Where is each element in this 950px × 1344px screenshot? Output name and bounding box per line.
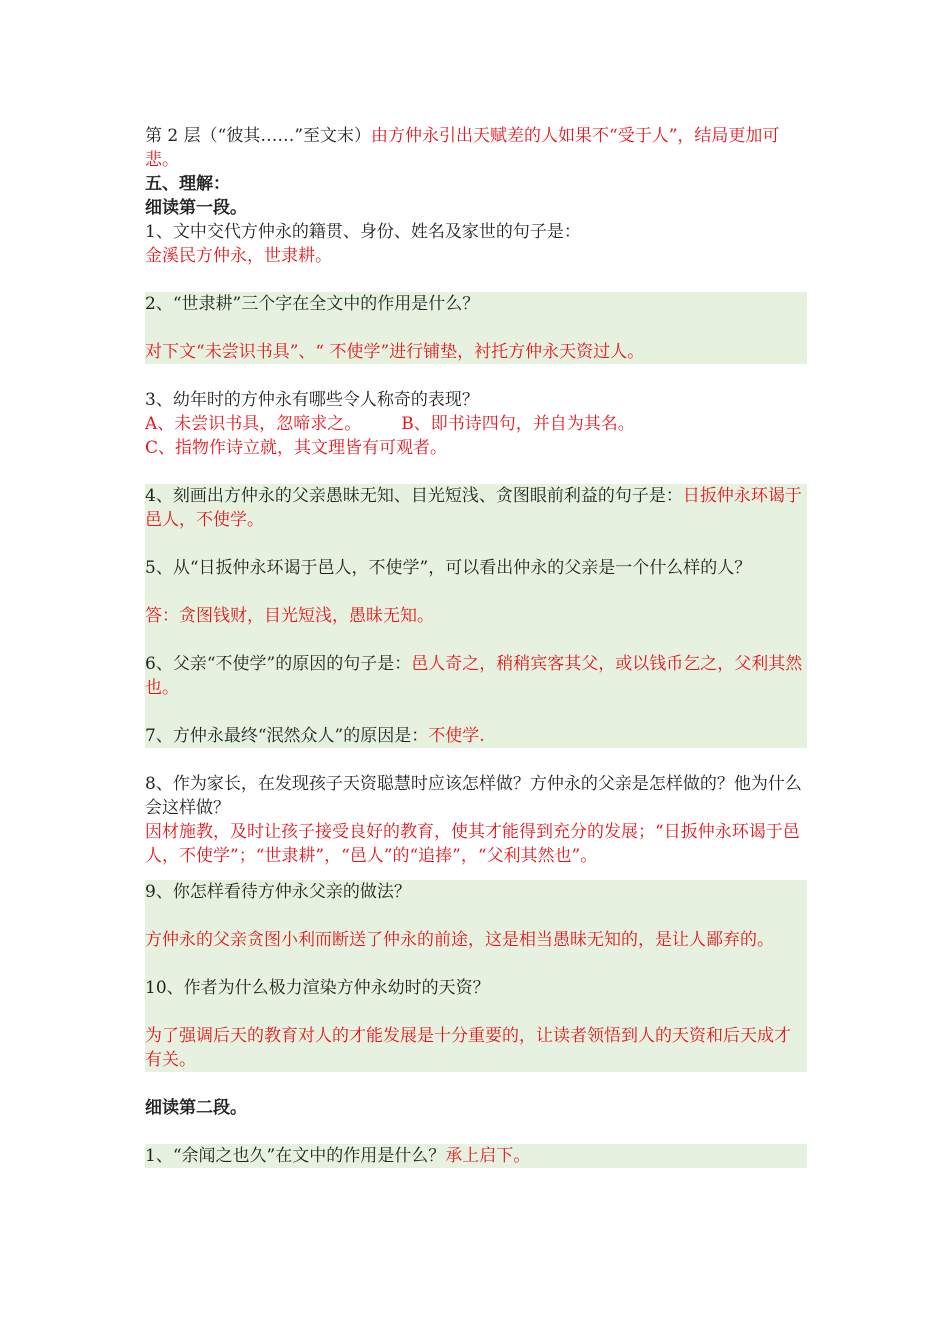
question-8: 8、作为家长，在发现孩子天资聪慧时应该怎样做？方仲永的父亲是怎样做的？他为什么会这样做？ [145, 774, 802, 818]
answer-7: 不使学. [428, 726, 485, 746]
answer-3-a: A、未尝识书具，忽啼求之。 [145, 414, 362, 434]
question-6-text: 6、父亲“不使学”的原因的句子是： [145, 654, 412, 674]
answer-1: 金溪民方仲永，世隶耕。 [145, 246, 332, 266]
answer-6: 邑人奇之，稍稍宾客其父，或以钱币乞之，父利其然也。 [145, 654, 803, 698]
document-page [145, 124, 807, 1168]
answer-3-b: B、即书诗四句，并自为其名。 [401, 414, 635, 434]
layer-2-text: 由方仲永引出天赋差的人如果不“受于人”，结局更加可悲。 [145, 126, 780, 170]
answer-9: 方仲永的父亲贪图小利而断送了仲永的前途，这是相当愚昧无知的，是让人鄙弃的。 [145, 930, 774, 950]
answer-3-ab [145, 412, 807, 436]
question-2: 2、“世隶耕”三个字在全文中的作用是什么？ [145, 294, 480, 314]
question-10: 10、作者为什么极力渲染方仲永幼时的天资？ [145, 978, 490, 998]
question-7 [145, 724, 807, 748]
section-heading-understanding: 五、理解： [145, 174, 230, 194]
question-9: 9、你怎样看待方仲永父亲的做法？ [145, 882, 411, 902]
paragraph-2-question-1 [145, 1144, 807, 1168]
question-4-text: 4、刻画出方仲永的父亲愚昧无知、目光短浅、贪图眼前利益的句子是： [145, 486, 683, 506]
answer-3-c: C、指物作诗立就，其文理皆有可观者。 [145, 438, 448, 458]
question-6 [145, 652, 807, 700]
answer-5-label: 答： [145, 606, 179, 626]
paragraph-2-heading: 细读第二段。 [145, 1098, 247, 1118]
question-3: 3、幼年时的方仲永有哪些令人称奇的表现？ [145, 390, 479, 410]
layer-2-label: 第 2 层（“彼其……”至文末） [145, 126, 372, 146]
highlight-block-p2-q1 [145, 1144, 807, 1168]
question-7-text: 7、方仲永最终“泯然众人”的原因是： [145, 726, 429, 746]
question-4 [145, 484, 807, 532]
paragraph-2-question-1-text: 1、“余闻之也久”在文中的作用是什么？ [145, 1146, 446, 1166]
highlight-block-q4-q7 [145, 484, 807, 748]
highlight-block-q9-q10 [145, 880, 807, 1072]
highlight-block-q2 [145, 292, 807, 364]
answer-5-text: 贪图钱财，目光短浅，愚昧无知。 [179, 606, 434, 626]
answer-8: 因材施教，及时让孩子接受良好的教育，使其才能得到充分的发展；“日扳仲永环谒于邑人，不使学”；“世隶耕”，“邑人”的“追捧”，“父利其然也”。 [145, 822, 800, 866]
answer-2: 对下文“未尝识书具”、“ 不使学”进行铺垫，衬托方仲永天资过人。 [145, 342, 645, 362]
answer-5 [145, 604, 807, 628]
answer-10: 为了强调后天的教育对人的才能发展是十分重要的，让读者领悟到人的天资和后天成才有关。 [145, 1026, 791, 1070]
question-1: 1、文中交代方仲永的籍贯、身份、姓名及家世的句子是： [145, 222, 581, 242]
paragraph-1-heading: 细读第一段。 [145, 198, 247, 218]
question-5: 5、从“日扳仲永环谒于邑人，不使学”，可以看出仲永的父亲是一个什么样的人？ [145, 558, 752, 578]
layer-2-line [145, 124, 807, 172]
answer-4: 日扳仲永环谒于邑人，不使学。 [145, 486, 802, 530]
paragraph-2-answer-1: 承上启下。 [445, 1146, 531, 1166]
